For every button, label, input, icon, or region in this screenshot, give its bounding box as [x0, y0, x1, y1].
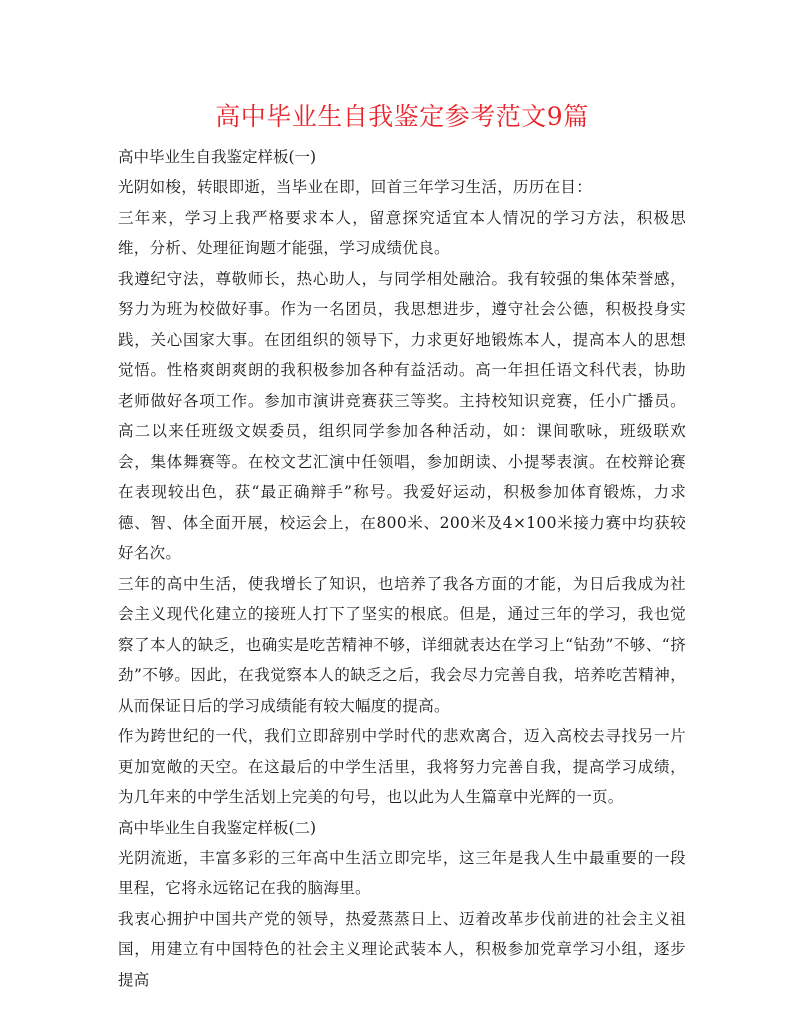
paragraph: 三年来，学习上我严格要求本人，留意探究适宜本人情况的学习方法，积极思维，分析、处理征询题才能强，学习成绩优良。	[118, 208, 686, 257]
document-title: 高中毕业生自我鉴定参考范文9篇	[215, 102, 589, 131]
section-heading-2: 高中毕业生自我鉴定样板(二)	[118, 818, 317, 837]
paragraph: 光阴流逝，丰富多彩的三年高中生活立即完毕，这三年是我人生中最重要的一段里程，它将永远铭记在我的脑海里。	[118, 848, 686, 897]
document-page	[118, 100, 686, 995]
paragraph: 三年的高中生活，使我增长了知识，也培养了我各方面的才能，为日后我成为社会主义现代化建立的接班人打下了坚实的根底。但是，通过三年的学习，我也觉察了本人的缺乏，也确实是吃苦精神不够，详细就表达在学习上“钻劲”不够、“挤劲”不够。因此，在我觉察本人的缺乏之后，我会尽力完善自我，培养吃苦精神，从而保证日后的学习成绩能有较大幅度的提高。	[118, 574, 686, 715]
paragraph: 作为跨世纪的一代，我们立即辞别中学时代的悲欢离合，迈入高校去寻找另一片更加宽敞的天空。在这最后的中学生活里，我将努力完善自我，提高学习成绩，为几年来的中学生活划上完美的句号，也以此为人生篇章中光辉的一页。	[118, 727, 686, 806]
section-heading-1: 高中毕业生自我鉴定样板(一)	[118, 148, 317, 166]
paragraph: 我衷心拥护中国共产党的领导，热爱蒸蒸日上、迈着改革步伐前进的社会主义祖国，用建立有中国特色的社会主义理论武装本人，积极参加党章学习小组，逐步提高	[118, 909, 686, 989]
paragraph: 我遵纪守法，尊敬师长，热心助人，与同学相处融洽。我有较强的集体荣誉感，努力为班为校做好事。作为一名团员，我思想进步，遵守社会公德，积极投身实践，关心国家大事。在团组织的领导下，力求更好地锻炼本人，提高本人的思想觉悟。性格爽朗爽朗的我积极参加各种有益活动。高一年担任语文科代表，协助老师做好各项工作。参加市演讲竞赛获三等奖。主持校知识竞赛，任小广播员。高二以来任班级文娱委员，组织同学参加各种活动，如：课间歌咏，班级联欢会，集体舞赛等。在校文艺汇演中任领唱，参加朗读、小提琴表演。在校辩论赛在表现较出色，获“最正确辩手”称号。我爱好运动，积极参加体育锻炼，力求德、智、体全面开展，校运会上，在800米、200米及4×100米接力赛中均获较好名次。	[118, 269, 686, 562]
paragraph: 光阴如梭，转眼即逝，当毕业在即，回首三年学习生活，历历在目：	[118, 178, 593, 196]
